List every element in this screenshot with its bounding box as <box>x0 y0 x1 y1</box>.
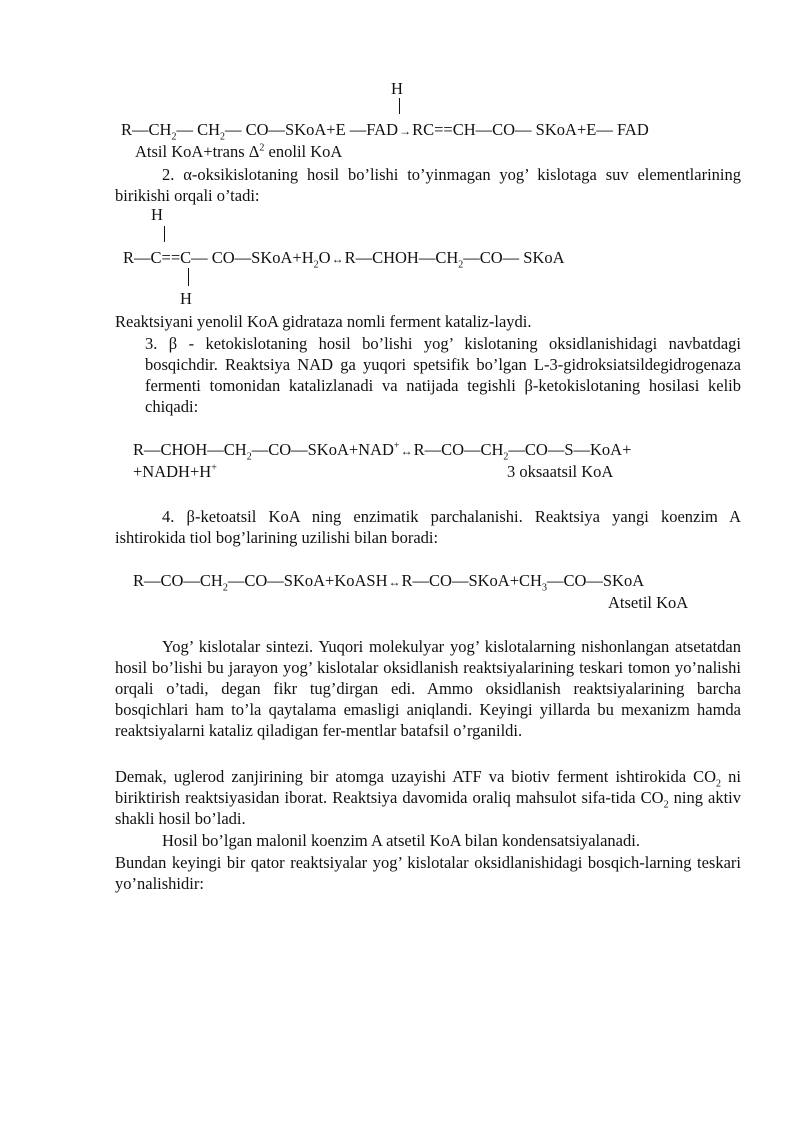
step-2-paragraph: 2. α-oksikislotaning hosil bo’lishi to’yinmagan yog’ kislotaga suv elementlarining birikishi orqali o’tadi: <box>115 165 741 205</box>
eq2-bond-line-bottom <box>188 268 189 286</box>
eq1-hydrogen-top: H <box>391 79 403 98</box>
arrow-icon: → <box>399 124 412 138</box>
eq2-bond-line-top <box>164 226 165 242</box>
eq4-label: Atsetil KoA <box>608 593 689 612</box>
arrow-icon: ↔ <box>388 575 401 589</box>
eq1-reaction: $R—CH_2—$ $CH_2—$ CO—SKoA+E —FAD→RC==CH—CO— SKoA+E— FAD <box>121 120 649 143</box>
synthesis-paragraph-4: Bundan keyingi bir qator reaktsiyalar yog’ kislotalar oksidlanishidagi bosqich-larning teskari yo’nalishidir: <box>115 853 741 893</box>
eq1-label: Atsil KoA+trans $\Delta^2$ enolil KoA <box>135 142 343 161</box>
eq2-hydrogen-bottom: H <box>180 289 192 308</box>
arrow-icon: ↔ <box>400 444 413 458</box>
synthesis-paragraph-2: Demak, uglerod zanjirining bir atomga uzayishi ATF va biotiv ferment ishtirokida $CO_2$ ni biriktirish reaktsiyasidan iborat. Reaktsiya davomida oraliq mahsulot sifa-tida $CO_2$ ning aktiv shakli hosil bo’ladi. <box>115 767 741 828</box>
arrow-icon: ↔ <box>331 252 344 266</box>
step-2-note: Reaktsiyani yenolil KoA gidrataza nomli ferment kataliz-laydi. <box>115 312 532 331</box>
eq3-label: 3 oksaatsil KoA <box>507 462 614 481</box>
eq3-line-2: +NADH+H+ <box>133 462 217 481</box>
eq1-bond-line <box>399 98 400 114</box>
eq3-line-1: $R—CHOH—CH_2—CO—SKoA+NAD^+\leftrightarrow R—CO—CH_2—CO—S—KoA+$ <box>133 440 632 463</box>
step-3-paragraph: 3. β - ketokislotaning hosil bo’lishi yog’ kislotaning oksidlanishidagi navbatdagi bosqichdir. Reaktsiya NAD ga yuqori spetsifik bo’lgan L-3-gidroksiatsildegidrogenaza fermenti tomonidan katalizlanadi va natijada tegishli β-ketokislotaning hosilasi kelib chiqadi: <box>145 334 741 416</box>
eq4-reaction: $R—CO—CH_2—CO—SKoA+KoASH\leftrightarrow R—CO—SKoA+CH_3—CO—SKoA$ <box>133 571 645 594</box>
eq2-hydrogen-top: H <box>151 205 163 224</box>
synthesis-paragraph-3: Hosil bo’lgan malonil koenzim A atsetil KoA bilan kondensatsiyalanadi. <box>162 831 640 850</box>
synthesis-paragraph-1: Yog’ kislotalar sintezi. Yuqori molekulyar yog’ kislotalarning nishonlangan atsetatdan hosil bo’lishi bu jarayon yog’ kislotalar oksidlanish reaktsiyalarining teskari tomon yo’nalishi orqali o’tadi, degan fikr tug’dirgan edi. Ammo oksidlanish reaktsiyalarining barcha bosqichlari ham to’la qaytalama emasligi aniqlandi. Keyingi yillarda bu mexanizm hamda reaktsiyalarni kataliz qiladigan fer-mentlar batafsil o’rganildi. <box>115 637 741 740</box>
eq2-reaction: R—C==C— $CO—SKoA+H_2O\leftrightarrow R—CHOH—CH_2—CO—$ SKoA <box>123 248 565 271</box>
step-4-paragraph: 4. β-ketoatsil KoA ning enzimatik parchalanishi. Reaktsiya yangi koenzim A ishtirokida tiol bog’larining uzilishi bilan boradi: <box>115 507 741 547</box>
